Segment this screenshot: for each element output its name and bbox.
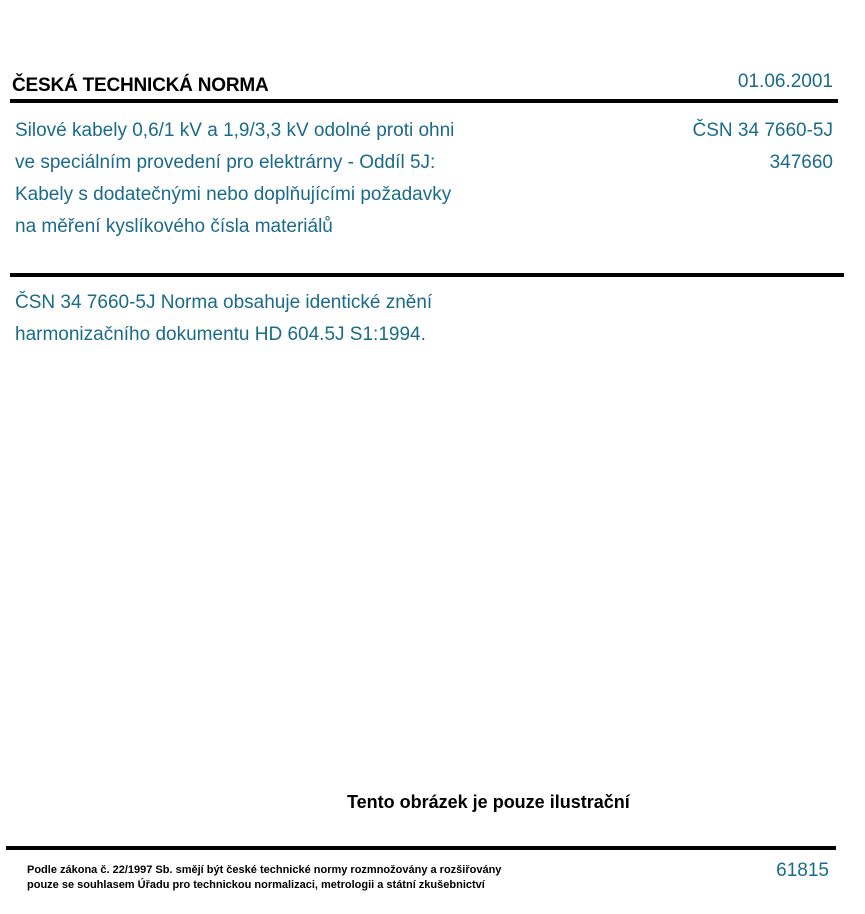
norm-title-line: Kabely s dodatečnými nebo doplňujícími požadavky — [15, 184, 452, 205]
norm-title-line: na měření kyslíkového čísla materiálů — [15, 216, 333, 237]
footer-divider — [6, 846, 836, 850]
description-line: harmonizačního dokumentu HD 604.5J S1:1994. — [15, 324, 426, 345]
norm-title-line: ve speciálním provedení pro elektrárny - Oddíl 5J: — [15, 152, 436, 173]
norm-title — [15, 115, 575, 243]
catalog-number: 61815 — [776, 860, 829, 881]
illustration-note: Tento obrázek je pouze ilustrační — [347, 792, 630, 812]
legal-notice — [27, 863, 627, 893]
norm-designation: ČSN 34 7660-5J — [692, 120, 833, 141]
title-divider — [10, 273, 844, 277]
header-divider — [10, 99, 838, 103]
publication-date: 01.06.2001 — [737, 71, 833, 92]
legal-notice-line: pouze se souhlasem Úřadu pro technickou normalizaci, metrologii a státní zkušebnictví — [27, 879, 485, 891]
legal-notice-line: Podle zákona č. 22/1997 Sb. smějí být české technické normy rozmnožovány a rozšiřovány — [27, 864, 502, 876]
norm-identifiers — [693, 115, 833, 179]
document-header-title: ČESKÁ TECHNICKÁ NORMA — [12, 75, 269, 96]
norm-description — [15, 287, 715, 351]
description-line: ČSN 34 7660-5J Norma obsahuje identické znění — [15, 292, 433, 313]
norm-class-number: 347660 — [769, 152, 833, 173]
norm-title-line: Silové kabely 0,6/1 kV a 1,9/3,3 kV odolné proti ohni — [15, 120, 455, 141]
